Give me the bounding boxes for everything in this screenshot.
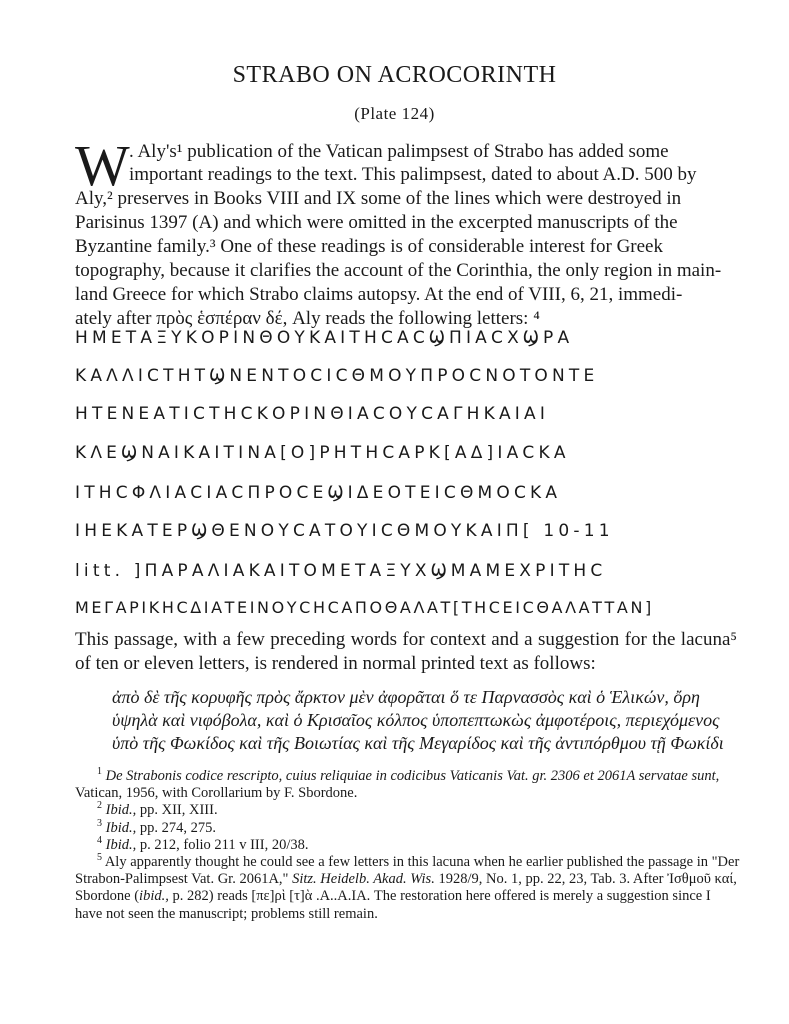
intro-line: . Aly's¹ publication of the Vatican palimpsest of Strabo has added some	[129, 141, 669, 162]
footnote-3	[75, 817, 740, 837]
intro-line: Aly,² preserves in Books VIII and IX some of the lines which were destroyed in	[75, 188, 682, 209]
footnote-text: p. 282) reads [πε]ρὶ [τ]ὰ .Α..Α.ΙΑ. The restoration here offered is merely a suggestion since I have not seen the manuscript; problems still remain.	[75, 888, 711, 922]
palimpsest-line: ΜΕΓΑΡΙΚΗCΔΙΑΤΕΙΝΟΥCΗCΑΠΟΘΑΛΑΤ[ΤΗCΕΙCΘΑΛΑΤΤΑΝ]	[75, 598, 654, 617]
footnote-number: 2	[97, 800, 102, 812]
intro-line: Parisinus 1397 (A) and which were omitted in the excerpted manuscripts of the	[75, 212, 678, 233]
intro-line: land Greece for which Strabo claims autopsy. At the end of VIII, 6, 21, immedi-	[75, 284, 683, 305]
footnote-number: 5	[97, 852, 102, 864]
intro-line: ately after πρὸς ἑσπέραν δέ, Aly reads the following letters: ⁴	[75, 308, 540, 329]
intro-line: topography, because it clarifies the account of the Corinthia, the only region in main-	[75, 260, 722, 281]
footnote-number: 4	[97, 834, 102, 846]
footnote-number: 1	[97, 766, 102, 778]
plate-reference: (Plate 124)	[354, 104, 435, 123]
greek-line: ὑψηλὰ καὶ νιφόβολα, καὶ ὁ Κρισαῖος κόλπος ὑποπεπτωκὼς ἀμφοτέροις, περιεχόμενος	[112, 710, 720, 730]
palimpsest-line: litt. ]ΠΑΡΑΛΙΑΚΑΙΤΟΜΕΤΑΞΥΧϢΜΑΜΕΧΡΙΤΗC	[75, 561, 607, 581]
footnote-text: pp. XII, XIII.	[136, 802, 218, 819]
palimpsest-line: ΗΤΕΝΕΑΤΙCΤΗCΚΟΡΙΝΘΙΑCΟΥCΑΓΗΚΑΙΑΙ	[75, 404, 550, 424]
palimpsest-line: ΙΗΕΚΑΤΕΡϢΘΕΝΟΥCΑΤΟΥΙCΘΜΟΥΚΑΙΠ[ 10-11	[75, 521, 614, 541]
footnote-title: De Strabonis codice rescripto, cuius reliquiae in codicibus Vaticanis Vat. gr. 2306 et 2061A servatae sunt,	[105, 768, 720, 784]
footnote-2	[75, 802, 740, 819]
palimpsest-line: ΚΑΛΛΙCΤΗΤϢΝΕΝΤΟCΙCΘΜΟΥΠΡΟCΝΟΤΟΝΤΕ	[75, 366, 599, 386]
footnote-1	[75, 768, 740, 802]
footnote-text: p. 212, folio 211 v III, 20/38.	[136, 836, 309, 853]
palimpsest-line: ΙΤΗCΦΛΙΑCΙΑCΠΡΟCΕϢΙΔΕΟΤΕΙCΘΜΟCΚΑ	[75, 483, 562, 503]
drop-cap: W	[75, 133, 130, 198]
footnote-journal: Sitz. Heidelb. Akad. Wis.	[292, 871, 435, 888]
footnote-5	[75, 854, 740, 923]
footnote-text: pp. 274, 275.	[136, 819, 216, 836]
footnote-ibid: Ibid.,	[105, 802, 137, 819]
footnote-ibid: ibid.,	[139, 888, 169, 905]
footnote-text: Vatican, 1956, with Corollarium by F. Sbordone.	[75, 785, 358, 802]
palimpsest-line: ΗΜΕΤΑΞΥΚΟΡΙΝΘΟΥΚΑΙΤΗCΑCϢΠΙΑCΧϢΡΑ	[75, 328, 574, 348]
intro-line: Byzantine family.³ One of these readings is of considerable interest for Greek	[75, 236, 663, 257]
transcription-intro: This passage, with a few preceding words for context and a suggestion for the lacuna⁵ of ten or eleven letters, is rendered in normal printed text as follows:	[75, 629, 737, 674]
palimpsest-line: ΚΛΕϢΝΑΙΚΑΙΤΙΝΑ[Ο]ΡΗΤΗCΑΡΚ[ΑΔ]ΙΑCΚΑ	[75, 443, 570, 463]
footnote-ibid: Ibid.,	[105, 836, 137, 853]
footnote-4	[75, 834, 740, 854]
greek-text-block	[112, 686, 742, 755]
footnote-text: 1928/9, No. 1, pp. 22, 23, Tab. 3. After Ἰσθμοῦ καί, Sbordone (	[75, 871, 737, 905]
footnote-number: 3	[97, 817, 102, 829]
footnotes	[75, 768, 740, 923]
footnote-text: Aly apparently thought he could see a few letters in this lacuna when he earlier published the passage in "Der Strabon-Palimpsest Vat. Gr. 2061A,"	[75, 854, 740, 888]
greek-line: ἀπὸ δὲ τῆς κορυφῆς πρὸς ἄρκτον μὲν ἀφορᾶται ὅ τε Παρνασσὸς καὶ ὁ Ἑλικών, ὄρη	[112, 687, 700, 707]
page-title: STRABO ON ACROCORINTH	[232, 62, 557, 88]
footnote-ibid: Ibid.,	[105, 819, 137, 836]
intro-line: important readings to the text. This palimpsest, dated to about A.D. 500 by	[129, 164, 697, 185]
greek-line: ὑπὸ τῆς Φωκίδος καὶ τῆς Βοιωτίας καὶ τῆς Μεγαρίδος καὶ τῆς ἀντιπόρθμου τῇ Φωκίδι	[112, 733, 724, 753]
